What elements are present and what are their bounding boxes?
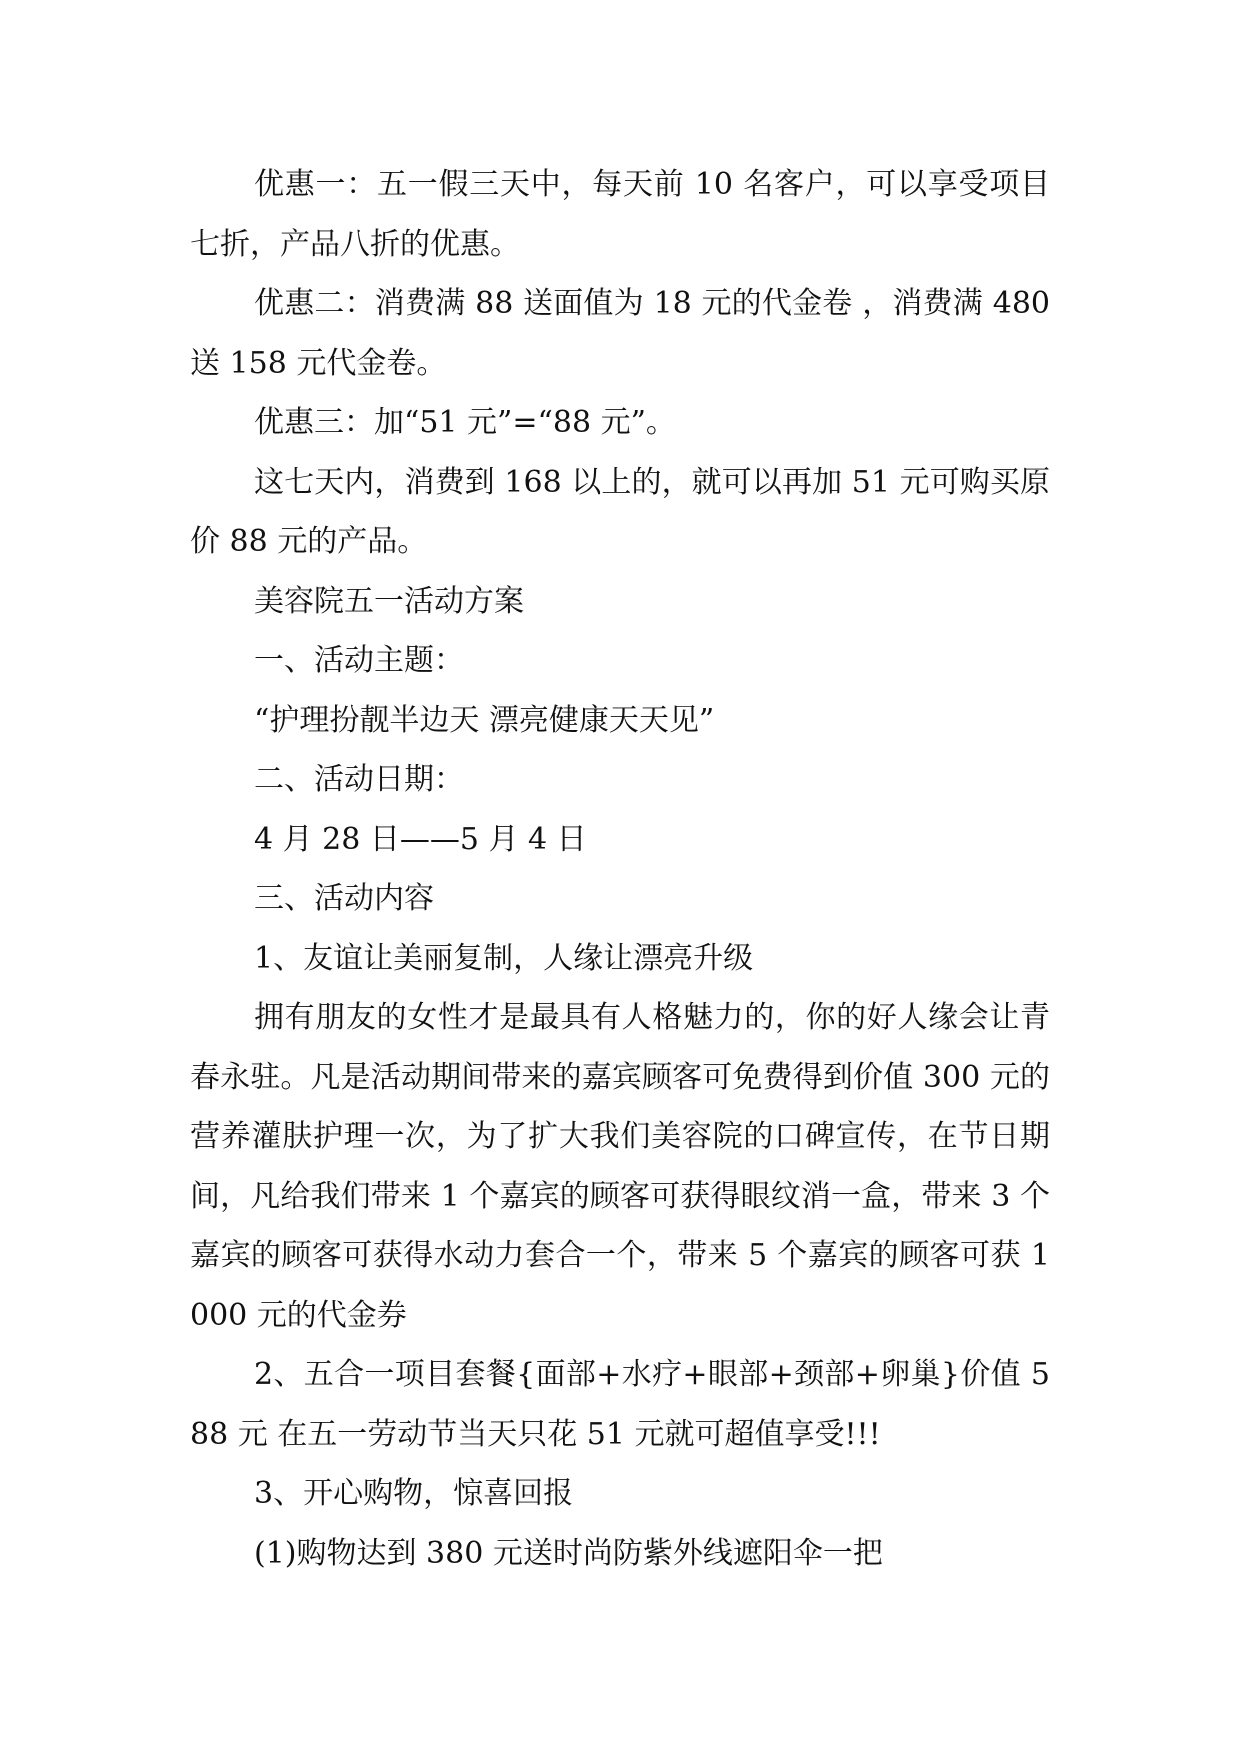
paragraph-seven-days: 这七天内，消费到 168 以上的，就可以再加 51 元可购买原价 88 元的产品。	[190, 464, 1050, 559]
document-body	[190, 155, 1050, 1583]
activity-theme-slogan: “护理扮靓半边天 漂亮健康天天见”	[254, 702, 715, 738]
content-item-3-title: 3、开心购物，惊喜回报	[254, 1476, 574, 1511]
paragraph-offer-one: 优惠一：五一假三天中，每天前 10 名客户，可以享受项目七折，产品八折的优惠。	[190, 167, 1050, 262]
content-item-2: 2、五合一项目套餐{面部+水疗+眼部+颈部+卵巢}价值 588 元 在五一劳动节当天只花 51 元就可超值享受!!!	[190, 1357, 1050, 1452]
content-item-3-sub-1: (1)购物达到 380 元送时尚防紫外线遮阳伞一把	[254, 1535, 883, 1571]
heading-activity-date: 二、活动日期：	[254, 762, 464, 797]
activity-date-range: 4 月 28 日——5 月 4 日	[254, 821, 587, 857]
heading-activity-theme: 一、活动主题：	[254, 643, 464, 678]
section-title: 美容院五一活动方案	[254, 583, 524, 619]
heading-activity-content: 三、活动内容	[254, 881, 434, 916]
paragraph-offer-three: 优惠三：加“51 元”=“88 元”。	[254, 405, 676, 440]
content-item-1-title: 1、友谊让美丽复制，人缘让漂亮升级	[254, 940, 754, 976]
paragraph-offer-two: 优惠二：消费满 88 送面值为 18 元的代金卷 ，消费满 480 送 158 元代金卷。	[190, 286, 1050, 381]
content-item-1-body: 拥有朋友的女性才是最具有人格魅力的，你的好人缘会让青春永驻。凡是活动期间带来的嘉宾顾客可免费得到价值 300 元的营养灌肤护理一次，为了扩大我们美容院的口碑宣传，在节日期间，凡给我们带来 1 个嘉宾的顾客可获得眼纹消一盒，带来 3 个嘉宾的顾客可获得水动力套合一个，带来 5 个嘉宾的顾客可获 1000 元的代金券	[190, 1000, 1050, 1333]
